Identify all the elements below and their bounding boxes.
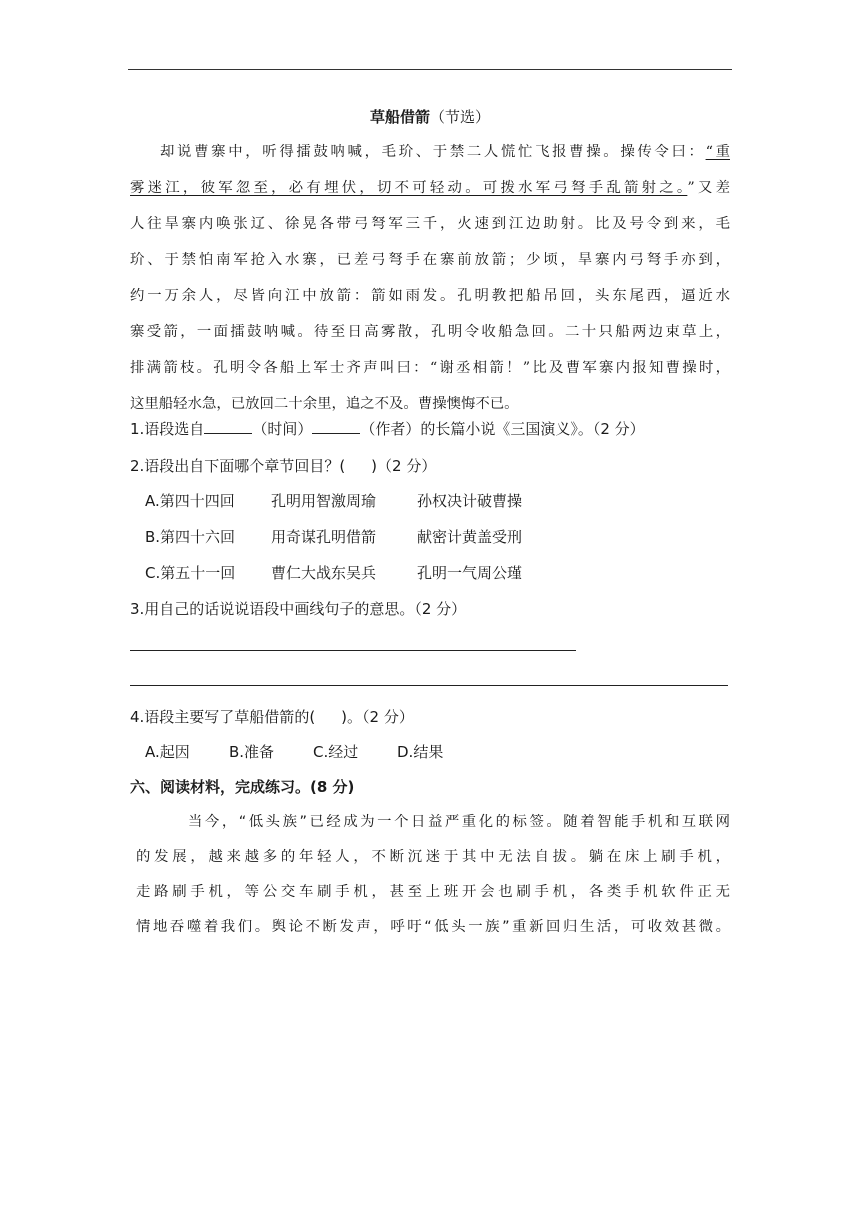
title-sub: （节选） <box>430 108 491 126</box>
passage-line: 玠、于禁怕南军抢入水寨，已差弓弩手在寨前放箭；少顷，旱寨内弓弩手亦到， <box>130 252 730 268</box>
option-a: A.第四十四回 孔明用智激周瑜 孙权决计破曹操 <box>145 492 523 510</box>
question-4: 4.语段主要写了草船借箭的( )。（2 分） <box>130 708 414 726</box>
passage-line: 排满箭枝。孔明令各船上军士齐声叫曰：“谢丞相箭！”比及曹军寨内报知曹操时， <box>130 360 730 376</box>
question-1: 1.语段选自 （时间） （作者）的长篇小说《三国演义》。（2 分） <box>130 420 645 438</box>
passage-2-line: 情地吞噬着我们。舆论不断发声，呼吁“低头一族”重新回归生活，可收效甚微。 <box>136 919 730 935</box>
passage-2-line: 走路刷手机，等公交车刷手机，甚至上班开会也刷手机，各类手机软件正无 <box>136 884 730 900</box>
passage-line: 雾迷江，彼军忽至，必有埋伏，切不可轻动。可拨水军弓弩手乱箭射之。”又差 <box>130 180 731 196</box>
passage-line: 寨受箭，一面擂鼓呐喊。待至日高雾散，孔明令收船急回。二十只船两边束草上， <box>130 324 730 340</box>
passage-2-line: 的发展，越来越多的年轻人，不断沉迷于其中无法自拔。躺在床上刷手机， <box>136 849 730 865</box>
passage-line: 人往旱寨内唤张辽、徐晃各带弓弩军三千，火速到江边助射。比及号令到来，毛 <box>130 216 730 232</box>
passage-line: 却说曹寨中，听得擂鼓呐喊，毛玠、于禁二人慌忙飞报曹操。操传令曰：“重 <box>160 144 730 160</box>
underlined-sentence: “重 <box>705 144 730 160</box>
q4-option-a: A.起因 <box>145 743 190 761</box>
header-rule <box>128 69 732 70</box>
answer-blank-author[interactable] <box>312 419 360 434</box>
passage-line: 约一万余人，尽皆向江中放箭：箭如雨发。孔明教把船吊回，头东尾西，逼近水 <box>130 288 730 304</box>
q4-option-c: C.经过 <box>313 743 359 761</box>
question-2: 2.语段出自下面哪个章节回目？( )（2 分） <box>130 457 437 475</box>
q4-options <box>145 741 443 762</box>
question-3: 3.用自己的话说说语段中画线句子的意思。（2 分） <box>130 600 467 618</box>
answer-line-2[interactable] <box>130 685 728 686</box>
section-6-heading: 六、阅读材料，完成练习。(8 分) <box>130 778 355 796</box>
q4-option-b: B.准备 <box>229 743 275 761</box>
option-b: B.第四十六回 用奇谋孔明借箭 献密计黄盖受刑 <box>145 528 523 546</box>
answer-line-1[interactable] <box>130 650 576 651</box>
passage-title <box>0 106 860 127</box>
passage-2-line: 当今，“低头族”已经成为一个日益严重化的标签。随着智能手机和互联网 <box>188 814 730 830</box>
answer-blank-time[interactable] <box>204 419 252 434</box>
q4-option-d: D.结果 <box>397 743 444 761</box>
option-c: C.第五十一回 曹仁大战东吴兵 孔明一气周公瑾 <box>145 564 523 582</box>
underlined-sentence: 雾迷江，彼军忽至，必有埋伏，切不可轻动。可拨水军弓弩手乱箭射之。 <box>130 180 688 196</box>
passage-line: 这里船轻水急，已放回二十余里，追之不及。曹操懊悔不已。 <box>130 396 519 412</box>
title-main: 草船借箭 <box>369 108 430 126</box>
